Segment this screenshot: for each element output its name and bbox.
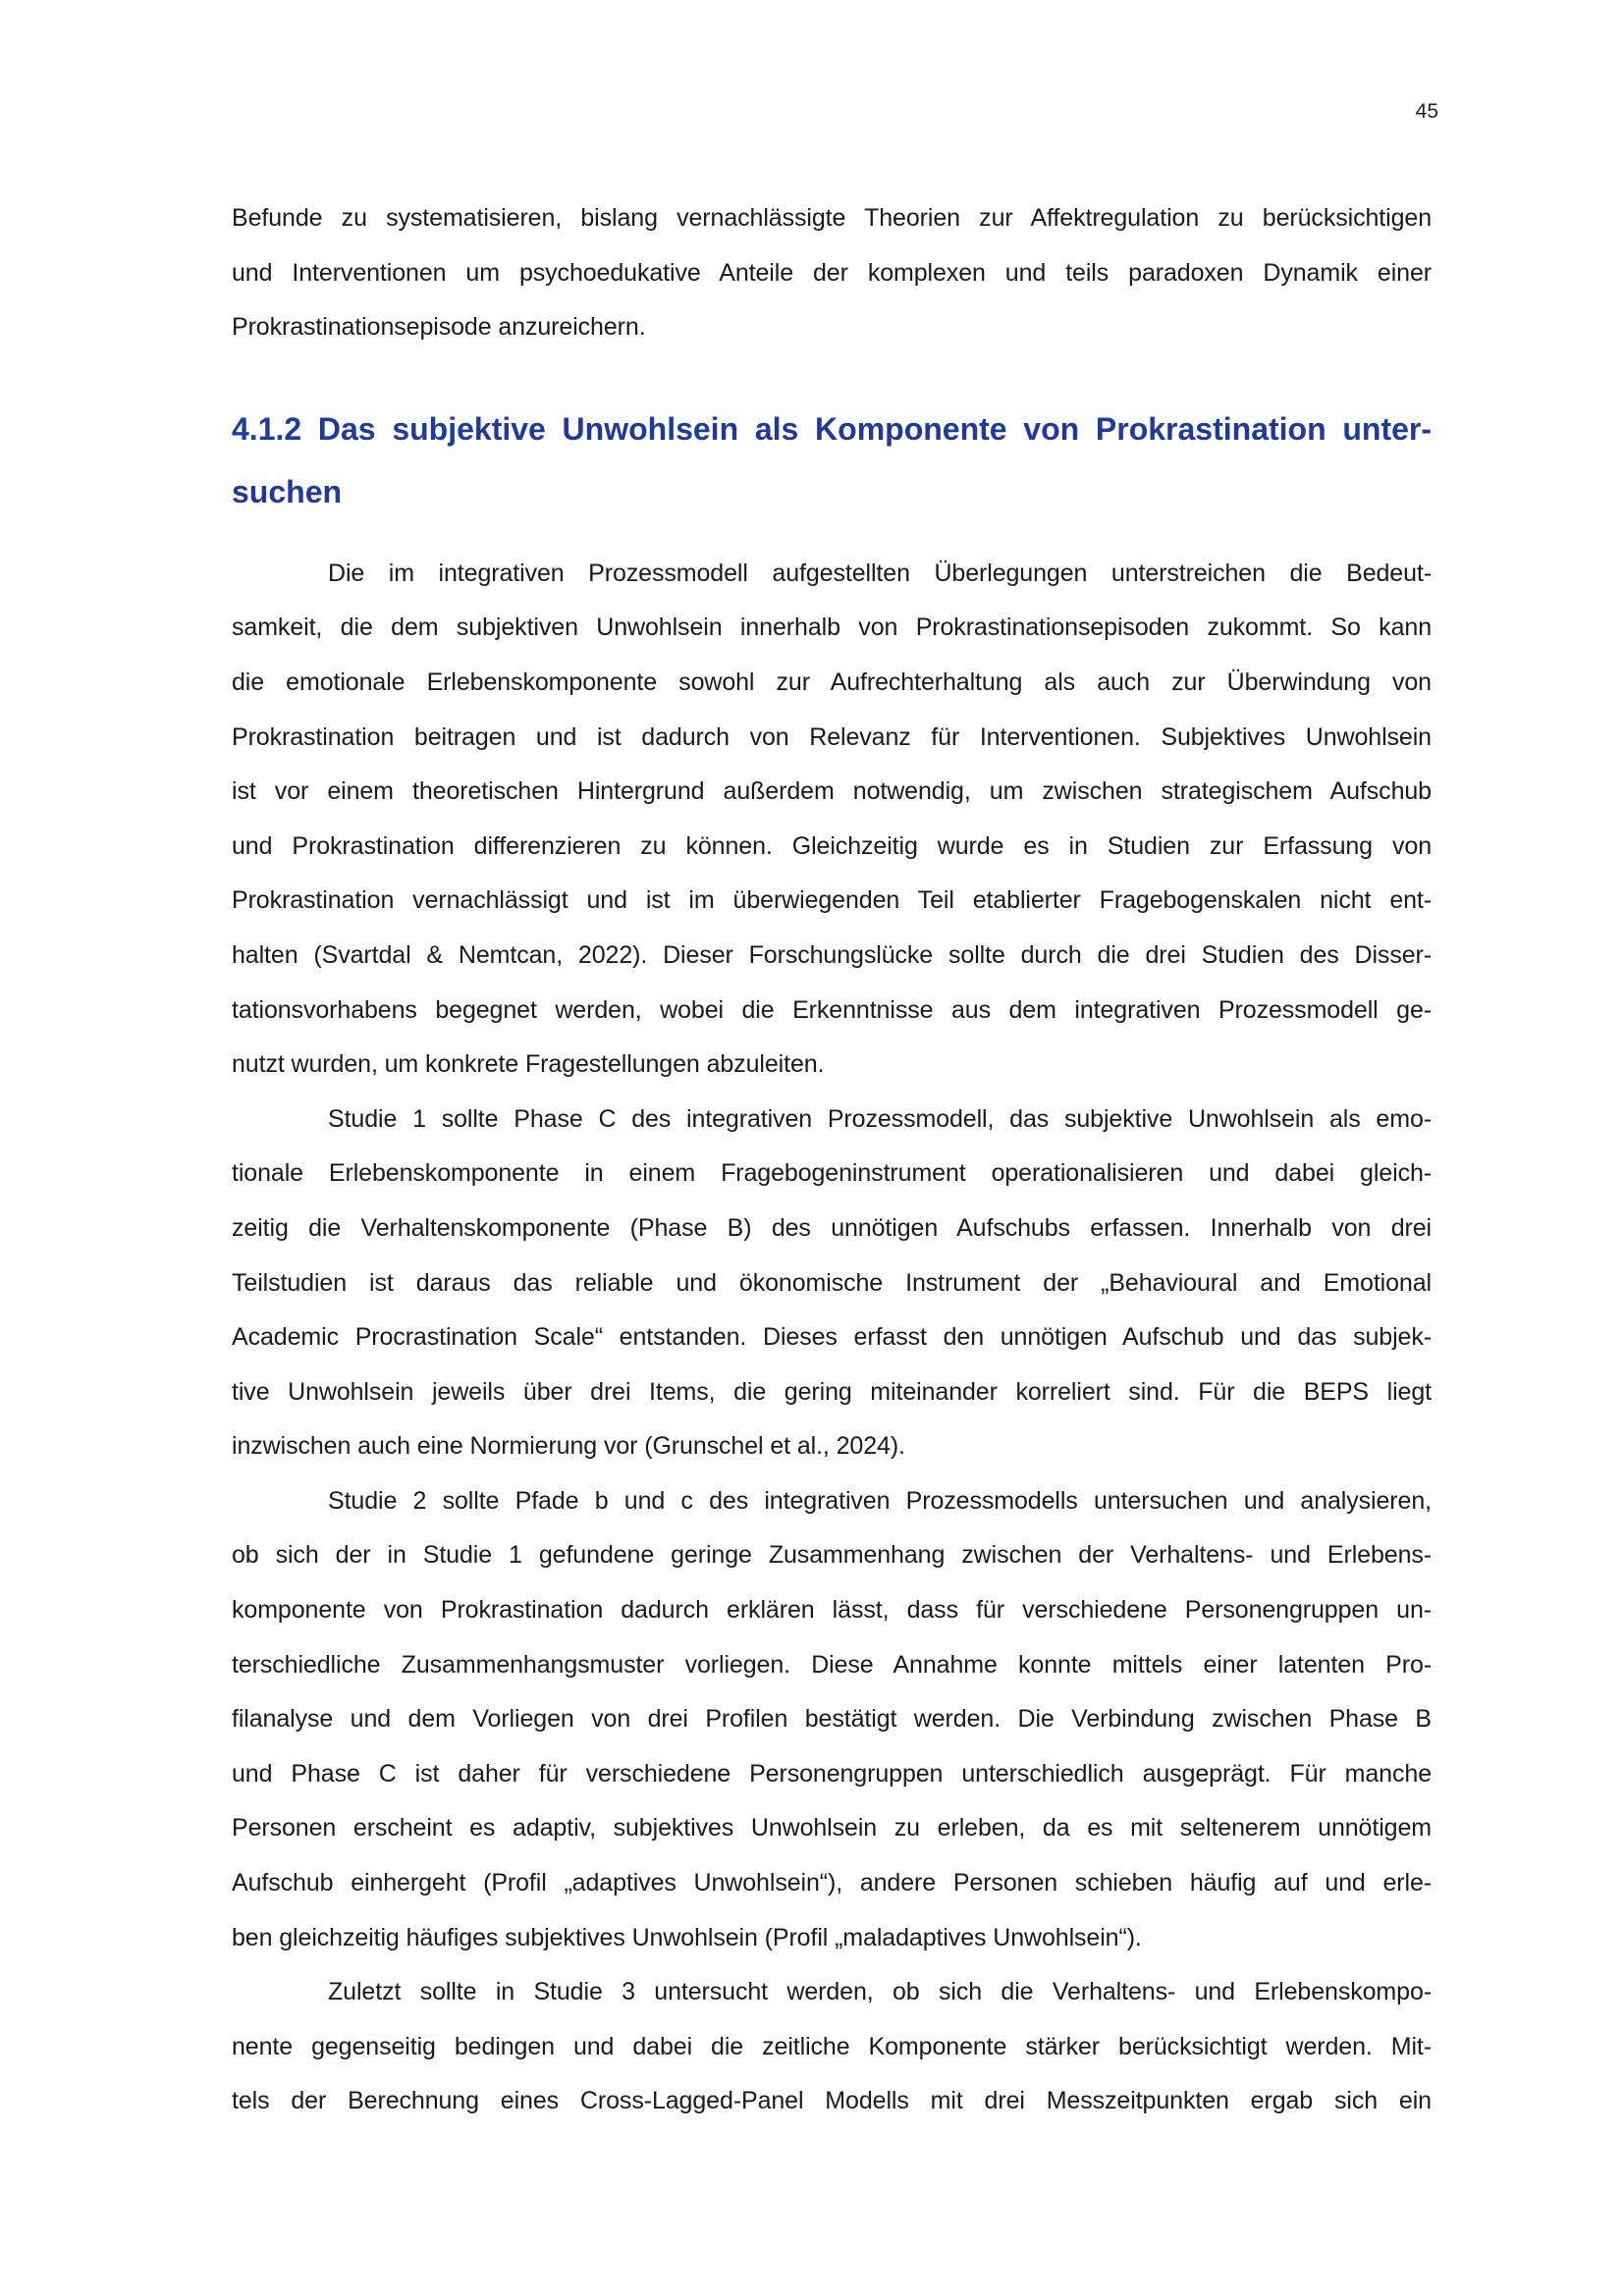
text-line: Befunde zu systematisieren, bislang vernachlässigte Theorien zur Affektregulation zu berücksichtigen	[232, 204, 1432, 232]
paragraph-2	[232, 1093, 1432, 1474]
text-line: ben gleichzeitig häufiges subjektives Unwohlsein (Profil „maladaptives Unwohlsein“).	[232, 1923, 1142, 1951]
text-line: ist vor einem theoretischen Hintergrund außerdem notwendig, um zwischen strategischem Aufschub	[232, 777, 1432, 806]
page-content	[232, 191, 1432, 2129]
text-line: tels der Berechnung eines Cross-Lagged-Panel Modells mit drei Messzeitpunkten ergab sich ein	[232, 2087, 1432, 2115]
text-line: ob sich der in Studie 1 gefundene geringe Zusammenhang zwischen der Verhaltens- und Erlebens-	[232, 1541, 1432, 1570]
text-line: halten (Svartdal & Nemtcan, 2022). Dieser Forschungslücke sollte durch die drei Studien des Disser-	[232, 940, 1432, 969]
text-line: samkeit, die dem subjektiven Unwohlsein innerhalb von Prokrastinationsepisoden zukommt. So kann	[232, 614, 1432, 642]
text-line: tionale Erlebenskomponente in einem Fragebogeninstrument operationalisieren und dabei gleich-	[232, 1159, 1432, 1188]
text-line: filanalyse und dem Vorliegen von drei Profilen bestätigt werden. Die Verbindung zwischen Phase B	[232, 1705, 1432, 1734]
text-line: Studie 1 sollte Phase C des integrativen Prozessmodell, das subjektive Unwohlsein als emo-	[328, 1104, 1432, 1133]
paragraph-1	[232, 547, 1432, 1093]
text-line: Prokrastinationsepisode anzureichern.	[232, 313, 646, 342]
heading-line: 4.1.2 Das subjektive Unwohlsein als Komponente von Prokrastination unter-	[232, 410, 1432, 447]
text-line: und Interventionen um psychoedukative Anteile der komplexen und teils paradoxen Dynamik einer	[232, 258, 1432, 287]
intro-paragraph	[232, 191, 1432, 355]
text-line: Zuletzt sollte in Studie 3 untersucht werden, ob sich die Verhaltens- und Erlebenskompo-	[328, 1978, 1432, 2006]
section-heading	[232, 398, 1432, 523]
text-line: und Prokrastination differenzieren zu können. Gleichzeitig wurde es in Studien zur Erfassung von	[232, 831, 1432, 860]
text-line: Aufschub einhergeht (Profil „adaptives Unwohlsein“), andere Personen schieben häufig auf und erle-	[232, 1869, 1432, 1897]
text-line: inzwischen auch eine Normierung vor (Grunschel et al., 2024).	[232, 1432, 905, 1461]
text-line: komponente von Prokrastination dadurch erklären lässt, dass für verschiedene Personengruppen un-	[232, 1596, 1432, 1625]
text-line: Die im integrativen Prozessmodell aufgestellten Überlegungen unterstreichen die Bedeut-	[328, 559, 1432, 587]
text-line: Academic Procrastination Scale“ entstanden. Dieses erfasst den unnötigen Aufschub und das subjek-	[232, 1323, 1432, 1352]
text-line: tive Unwohlsein jeweils über drei Items, die gering miteinander korreliert sind. Für die BEPS liegt	[232, 1377, 1432, 1406]
page-number: 45	[1415, 100, 1438, 123]
text-line: Personen erscheint es adaptiv, subjektives Unwohlsein zu erleben, da es mit seltenerem unnötigem	[232, 1814, 1432, 1842]
text-line: Teilstudien ist daraus das reliable und ökonomische Instrument der „Behavioural and Emotional	[232, 1268, 1432, 1297]
text-line: die emotionale Erlebenskomponente sowohl zur Aufrechterhaltung als auch zur Überwindung von	[232, 667, 1432, 696]
text-line: zeitig die Verhaltenskomponente (Phase B) des unnötigen Aufschubs erfassen. Innerhalb von drei	[232, 1213, 1432, 1242]
paragraph-3	[232, 1474, 1432, 1965]
text-line: Prokrastination vernachlässigt und ist im überwiegenden Teil etablierter Fragebogenskalen nicht ent-	[232, 886, 1432, 915]
text-line: tationsvorhabens begegnet werden, wobei die Erkenntnisse aus dem integrativen Prozessmodell ge-	[232, 995, 1432, 1024]
paragraph-4	[232, 1965, 1432, 2129]
text-line: und Phase C ist daher für verschiedene Personengruppen unterschiedlich ausgeprägt. Für manche	[232, 1759, 1432, 1788]
text-line: Prokrastination beitragen und ist dadurch von Relevanz für Interventionen. Subjektives Unwohlsein	[232, 722, 1432, 751]
text-line: nutzt wurden, um konkrete Fragestellungen abzuleiten.	[232, 1050, 825, 1079]
heading-line: suchen	[232, 473, 343, 509]
text-line: terschiedliche Zusammenhangsmuster vorliegen. Diese Annahme konnte mittels einer latenten Pro-	[232, 1650, 1432, 1679]
text-line: Studie 2 sollte Pfade b und c des integrativen Prozessmodells untersuchen und analysieren,	[328, 1486, 1432, 1515]
text-line: nente gegenseitig bedingen und dabei die zeitliche Komponente stärker berücksichtigt werden. Mit-	[232, 2032, 1432, 2060]
